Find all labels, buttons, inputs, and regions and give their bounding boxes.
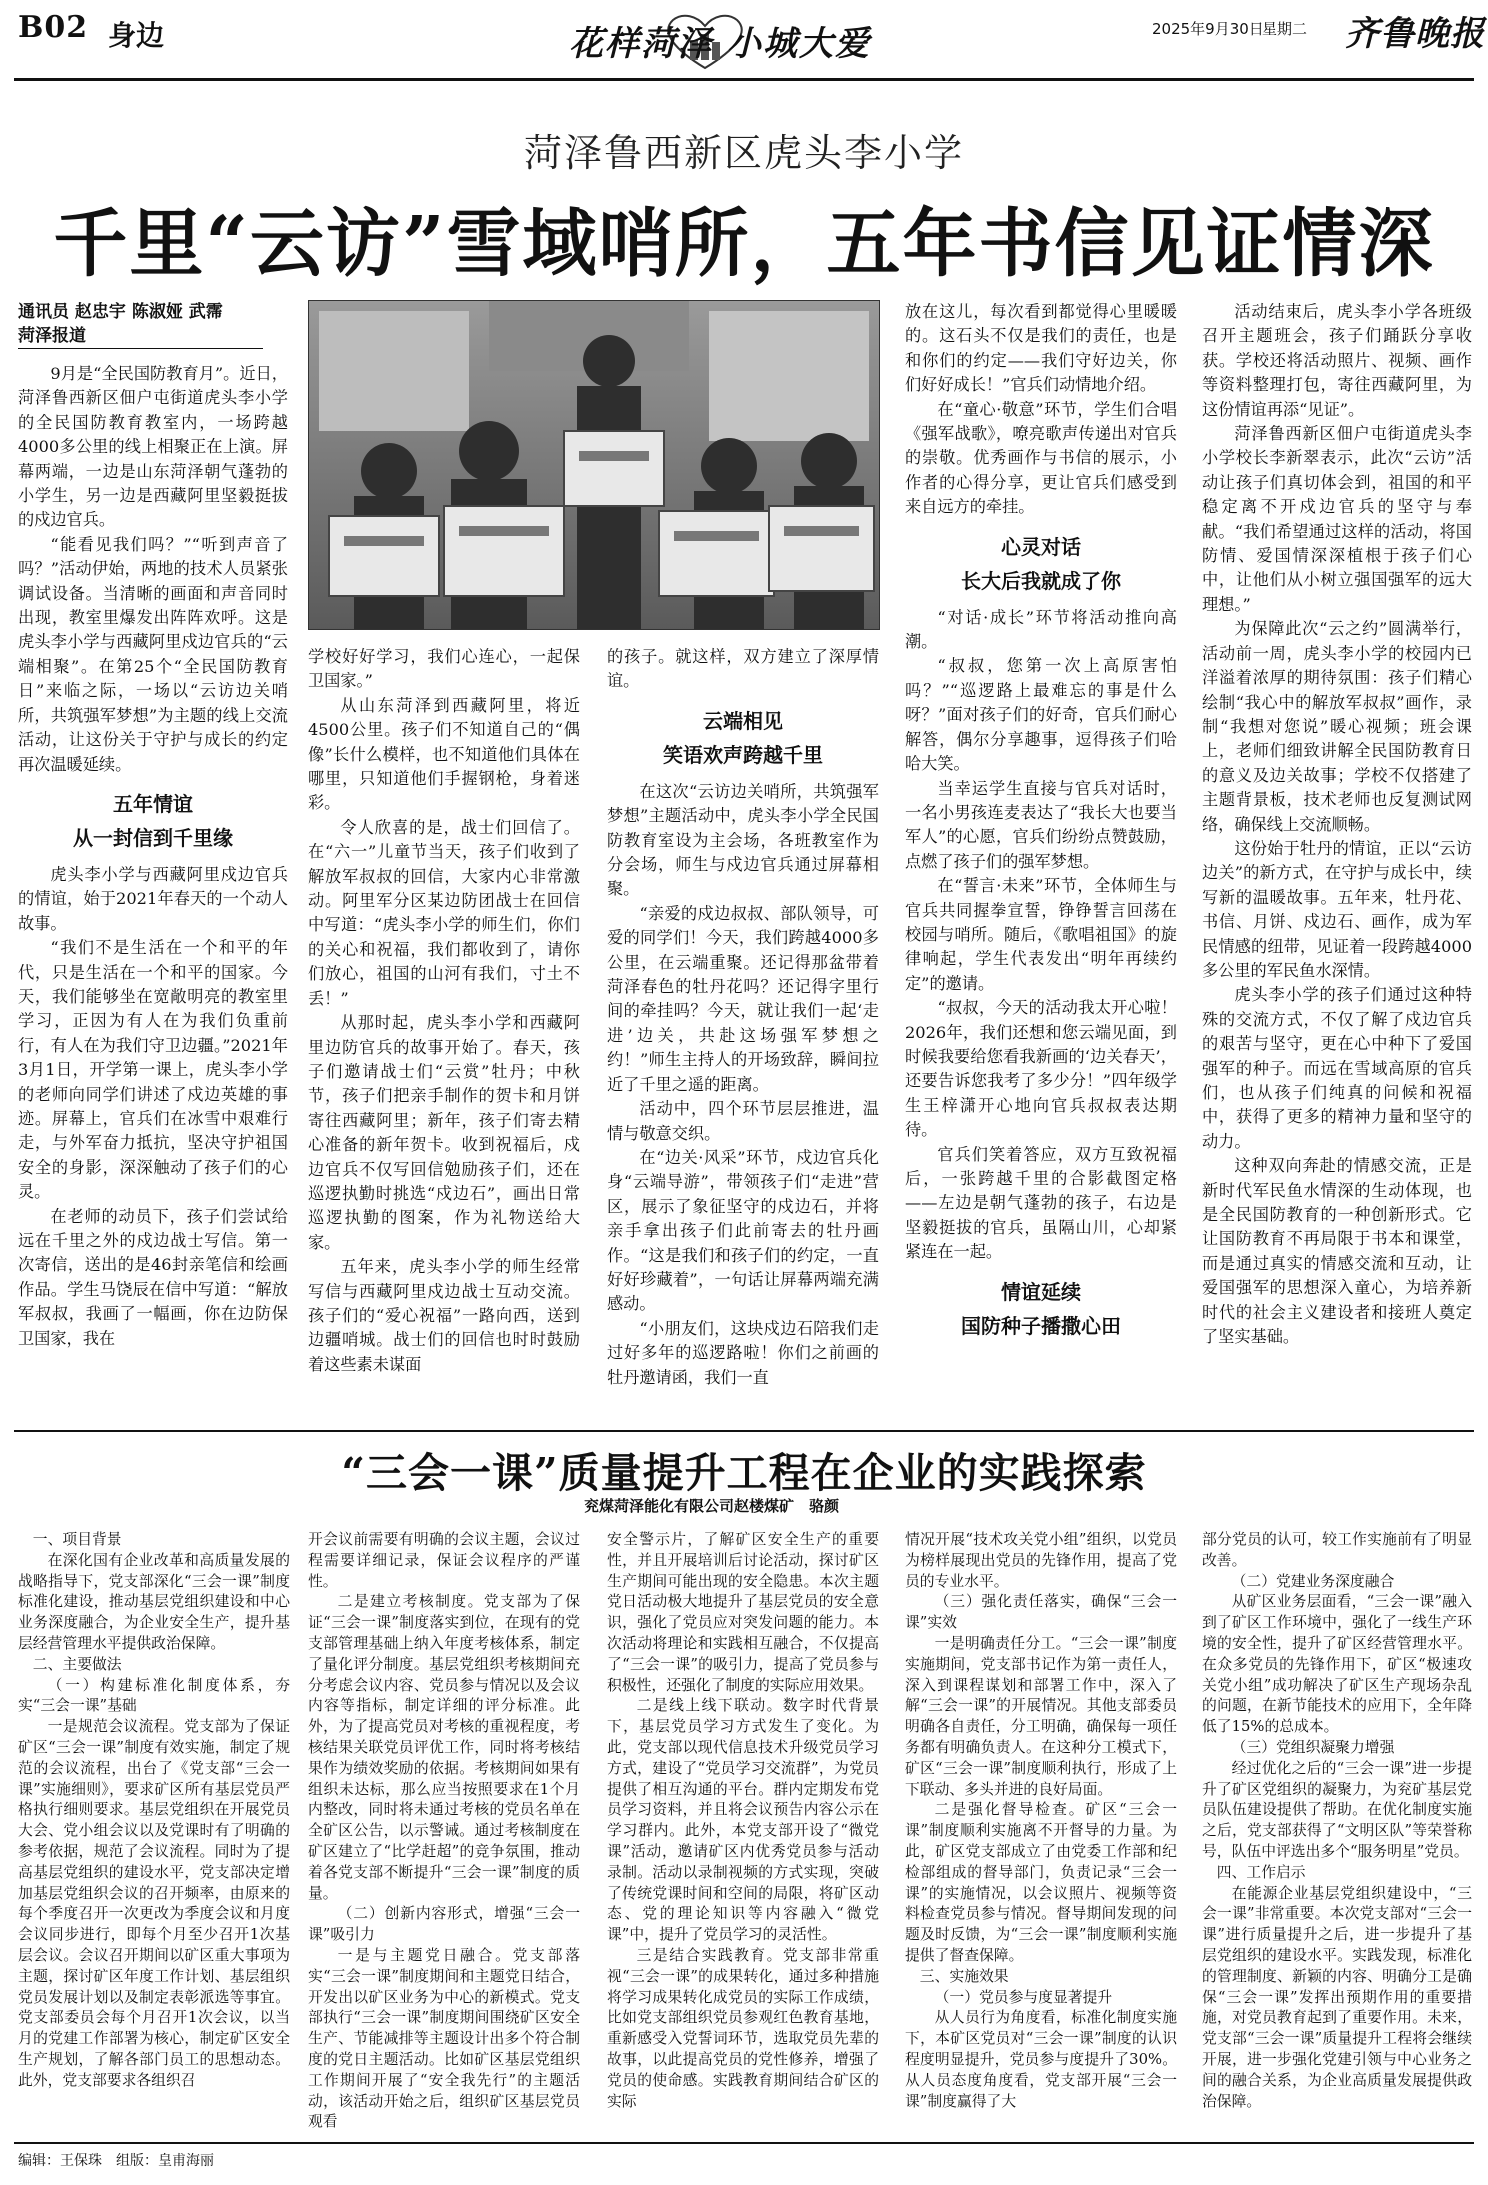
article-kicker: 菏泽鲁西新区虎头李小学: [523, 131, 964, 175]
paragraph: 情况开展“技术攻关党小组”组织，以党员为榜样展现出党员的先锋作用，提高了党员的专业水平。: [905, 1531, 1177, 1590]
subsection-title: （三）党组织凝聚力增强: [1231, 1738, 1395, 1756]
subheading-line2: 从一封信到千里缘: [73, 825, 233, 850]
paragraph: 这份始于牡丹的情谊，正以“云访边关”的新方式，在守护与成长中，续写新的温暖故事。五年来，牡丹花、书信、月饼、戍边石、画作，成为军民情感的纽带，见证着一段跨越4000多公里的军民鱼水深情。: [1202, 838, 1472, 980]
paragraph: 从那时起，虎头李小学和西藏阿里边防官兵的故事开始了。春天，孩子们邀请战士们“云赏”牡丹；中秋节，孩子们把亲手制作的贺卡和月饼寄往西藏阿里；新年，孩子们寄去精心准备的新年贺卡。收到祝福后，戍边官兵不仅写回信勉励孩子们，还在巡逻执勤时挑选“戍边石”，画出日常巡逻执勤的图案，作为礼物送给大家。: [308, 1013, 580, 1252]
article2-headline: “三会一课”质量提升工程在企业的实践探索: [341, 1449, 1147, 1497]
byline: [18, 300, 268, 349]
issue-weekday: 星期二: [1262, 20, 1308, 38]
paragraph: 在“童心·敬意”环节，学生们合唱《强军战歌》，嘹亮歌声传递出对官兵的崇敬。优秀画作与书信的展示，小作者的心得分享，更让官兵们感受到来自远方的牵挂。: [905, 399, 1177, 517]
article1-column-2: [308, 645, 580, 1377]
newspaper-name: 齐鲁晚报: [1345, 14, 1485, 54]
paragraph: 菏泽鲁西新区佃户屯街道虎头李小学校长李新翠表示，此次“云访”活动让孩子们真切体会到，祖国的和平稳定离不开戍边官兵的坚守与奉献。“我们希望通过这样的活动，将国防情、爱国情深深植根于孩子们心中，让他们从小树立强国强军的远大理想。”: [1202, 424, 1472, 614]
article1-column-1: [18, 362, 288, 1351]
article2-author: 兖煤菏泽能化有限公司赵楼煤矿 骆颜: [584, 1497, 840, 1515]
section-title: 三、实施效果: [919, 1967, 1009, 1985]
subsection-title: （一）党员参与度显著提升: [934, 1988, 1113, 2006]
subheading-line2: 国防种子播撒心田: [961, 1313, 1121, 1338]
subheading: [905, 1275, 1177, 1343]
subheading-line1: 心灵对话: [1001, 534, 1081, 559]
paragraph: 活动中，四个环节层层推进，温情与敬意交织。: [607, 1099, 879, 1143]
section-title: 四、工作启示: [1216, 1863, 1306, 1881]
paragraph: 从人员行为角度看，标准化制度实施下，本矿区党员对“三会一课”制度的认识程度明显提升，党员参与度提升了30%。从人员态度角度看，党支部开展“三会一课”制度赢得了大: [905, 2009, 1177, 2110]
paragraph: “叔叔，您第一次上高原害怕吗？”“巡逻路上最难忘的事是什么呀？”面对孩子们的好奇，官兵们耐心解答，偶尔分享趣事，逗得孩子们哈哈大笑。: [905, 656, 1177, 774]
page-number: B02: [18, 10, 89, 45]
header-rule: [14, 78, 1474, 81]
subsection-title: （二）创新内容形式，增强“三会一课”吸引力: [308, 1905, 580, 1944]
subheading-line1: 五年情谊: [113, 791, 193, 816]
byline-location: 菏泽报道: [18, 324, 263, 349]
paragraph: 学校好好学习，我们心连心，一起保卫国家。”: [308, 647, 580, 691]
paragraph: 二是线上线下联动。数字时代背景下，基层党员学习方式发生了变化。为此，党支部以现代信息技术升级党员学习方式，建设了“党员学习交流群”，为党员提供了相互沟通的平台。群内定期发布党员学习资料，并且将会议预告内容公示在学习群内。此外，本党支部开设了“微党课”活动，邀请矿区内优秀党员参与活动录制。活动以录制视频的方式实现，突破了传统党课时间和空间的局限，将矿区动态、党的理论知识等内容融入“微党课”中，提升了党员学习的灵活性。: [607, 1697, 879, 1944]
column-logo: [555, 10, 885, 72]
section-title: 二、主要做法: [32, 1655, 122, 1673]
paragraph: 在“誓言·未来”环节，全体师生与官兵共同握拳宣誓，铮铮誓言回荡在校园与哨所。随后，《歌唱祖国》的旋律响起，学生代表发出“明年再续约定”的邀请。: [905, 876, 1177, 993]
editor-credits: 编辑：王保珠 组版：皇甫海丽: [18, 2153, 214, 2169]
paragraph: “能看见我们吗？”“听到声音了吗？”活动伊始，两地的技术人员紧张调试设备。当清晰的画面和声音同时出现，教室里爆发出阵阵欢呼。这是虎头李小学与西藏阿里戍边官兵的“云端相聚”。在第25个“全民国防教育日”来临之际，一场以“云访边关哨所，共筑强军梦想”为主题的线上交流活动，让这份关于守护与成长的约定再次温暖延续。: [18, 534, 288, 774]
paragraph: 当幸运学生直接与官兵对话时，一名小男孩连麦表达了“我长大也要当军人”的心愿，官兵们纷纷点赞鼓励，点燃了孩子们的强军梦想。: [905, 778, 1177, 871]
paragraph: 从山东菏泽到西藏阿里，将近4500公里。孩子们不知道自己的“偶像”长什么模样，也不知道他们具体在哪里，只知道他们手握钢枪，身着迷彩。: [308, 695, 580, 813]
article1-column-4: [905, 300, 1177, 1351]
article-photo: [308, 300, 880, 630]
paragraph: “小朋友们，这块戍边石陪我们走过好多年的巡逻路啦！你们之前画的牡丹邀请函，我们一直: [607, 1318, 879, 1387]
paragraph: 在这次“云访边关哨所，共筑强军梦想”主题活动中，虎头李小学全民国防教育室设为主会场，各班教室作为分会场，师生与戍边官兵通过屏幕相聚。: [607, 781, 879, 899]
section-title: 一、项目背景: [32, 1531, 122, 1548]
paragraph: 一是规范会议流程。党支部为了保证矿区“三会一课”制度有效实施，制定了规范的会议流程，出台了《党支部“三会一课”实施细则》，要求矿区所有基层党员严格执行细则要求。基层党组织在开展党员大会、党小组会议以及党课时有了明确的参考依据，规范了会议流程。同时为了提高基层党组织的建设水平，党支部决定增加基层党组织会议的召开频率，由原来的每个季度召开一次更改为季度会议和月度会议同步进行，即每个月至少召开1次基层会议。会议召开期间以矿区重大事项为主题，探讨矿区年度工作计划、基层组织党员发展计划以及制定表彰派选等事宜。党支部委员会每个月召开1次会议，以当月的党建工作部署为核心，制定矿区安全生产规划，了解各部门员工的思想动态。此外，党支部要求各组织召: [18, 1718, 290, 2089]
paragraph: 一是与主题党日融合。党支部落实“三会一课”制度期间和主题党日结合，开发出以矿区业务为中心的新模式。党支部执行“三会一课”制度期间围绕矿区安全生产、节能减排等主题设计出多个符合制度的党日主题活动。比如矿区基层党组织工作期间开展了“安全我先行”的主题活动，该活动开始之后，组织矿区基层党员观看: [308, 1946, 580, 2131]
subheading-line2: 长大后我就成了你: [961, 568, 1121, 593]
paragraph: 这种双向奔赴的情感交流，正是新时代军民鱼水情深的生动体现，也是全民国防教育的一种创新形式。它让国防教育不再局限于书本和课堂，而是通过真实的情感交流和互动，让爱国强军的思想深入童心，为培养新时代的社会主义建设者和接班人奠定了坚实基础。: [1202, 1156, 1472, 1347]
paragraph: 活动结束后，虎头李小学各班级召开主题班会，孩子们踊跃分享收获。学校还将活动照片、视频、画作等资料整理打包，寄往西藏阿里，为这份情谊再添“见证”。: [1202, 302, 1472, 419]
paragraph: 经过优化之后的“三会一课”进一步提升了矿区党组织的凝聚力，为兖矿基层党员队伍建设提供了帮助。在优化制度实施之后，党支部获得了“文明区队”等荣誉称号，队伍中评选出多个“服务明星”党员。: [1202, 1759, 1472, 1860]
subheading-line2: 笑语欢声跨越千里: [663, 742, 823, 767]
paragraph: 在深化国有企业改革和高质量发展的战略指导下，党支部深化“三会一课”制度标准化建设，推动基层党组织建设和中心业务深度融合，为企业安全生产，提升基层经营管理水平提供政治保障。: [18, 1551, 290, 1652]
article2-column-3: [607, 1530, 879, 2112]
paragraph: 的孩子。就这样，双方建立了深厚情谊。: [607, 647, 879, 691]
subheading-line1: 云端相见: [703, 708, 783, 733]
paragraph: 9月是“全民国防教育月”。近日，菏泽鲁西新区佃户屯街道虎头李小学的全民国防教育教室内，一场跨越4000多公里的线上相聚正在上演。屏幕两端，一边是山东菏泽朝气蓬勃的小学生，另一边是西藏阿里坚毅挺拔的戍边官兵。: [18, 364, 288, 530]
paragraph: 在老师的动员下，孩子们尝试给远在千里之外的戍边战士写信。第一次寄信，送出的是46封亲笔信和绘画作品。学生马饶辰在信中写道：“解放军叔叔，我画了一幅画，你在边防保卫国家，我在: [18, 1206, 288, 1348]
paragraph: “叔叔，今天的活动我太开心啦！2026年，我们还想和您云端见面，到时候我要给您看我新画的‘边关春天’，还要告诉您我考了多少分！”四年级学生王梓潇开心地向官兵叔叔表达期待。: [905, 998, 1177, 1140]
paragraph: 二是建立考核制度。党支部为了保证“三会一课”制度落实到位，在现有的党支部管理基础上纳入年度考核体系，制定了量化评分制度。基层党组织考核期间充分考虑会议内容、党员参与情况以及会议内容等指标，制定详细的评分标准。此外，为了提高党员对考核的重视程度，考核结果关联党员评优工作，同时将考核结果作为绩效奖励的依据。考核期间如果有组织未达标，那么应当按照要求在1个月内整改，同时将未通过考核的党员名单在全矿区公告，以示警诫。通过考核制度在矿区建立了“比学赶超”的竞争氛围，推动着各党支部不断提升“三会一课”制度的质量。: [308, 1593, 580, 1902]
section-name: 身边: [108, 19, 165, 52]
subheading: [607, 704, 879, 772]
subheading: [905, 530, 1177, 598]
paragraph: 官兵们笑着答应，双方互致祝福后，一张跨越千里的合影截图定格——左边是朝气蓬勃的孩子，右边是坚毅挺拔的官兵，虽隔山川，心却紧紧连在一起。: [905, 1144, 1177, 1262]
paragraph: 在“边关·风采”环节，戍边官兵化身“云端导游”，带领孩子们“走进”营区，展示了象征坚守的戍边石，并将亲手拿出孩子们此前寄去的牡丹画作。“这是我们和孩子们的约定，一直好好珍藏着”，一句话让屏幕两端充满感动。: [607, 1147, 879, 1314]
article2-column-1: [18, 1530, 290, 2092]
article1-column-3: [607, 645, 879, 1390]
article2-column-5: [1202, 1530, 1472, 2112]
article-headline: 千里“云访”雪域哨所，五年书信见证情深: [53, 201, 1435, 287]
footer-rule: [14, 2142, 1474, 2144]
paragraph: 五年来，虎头李小学的师生经常写信与西藏阿里戍边战士互动交流。孩子们的“爱心祝福”一路向西，送到边疆哨城。战士们的回信也时时鼓励着这些素未谋面: [308, 1257, 580, 1374]
paragraph: 为保障此次“云之约”圆满举行，活动前一周，虎头李小学的校园内已洋溢着浓厚的期待氛围：孩子们精心绘制“我心中的解放军叔叔”画作，录制“我想对您说”暖心视频；班会课上，老师们细致讲解全民国防教育日的意义及边关故事；学校不仅搭建了主题背景板，技术老师也反复测试网络，确保线上交流顺畅。: [1202, 619, 1472, 834]
subsection-title: （一）构建标准化制度体系，夯实“三会一课”基础: [18, 1676, 290, 1715]
paragraph: “对话·成长”环节将活动推向高潮。: [905, 607, 1177, 652]
paragraph: 从矿区业务层面看，“三会一课”融入到了矿区工作环境中，强化了一线生产环境的安全性，提升了矿区经营管理水平。在众多党员的先锋作用下，矿区“极速攻关党小组”成功解决了矿区生产现场杂乱的问题，在新节能技术的应用下，全年降低了15%的总成本。: [1202, 1593, 1472, 1736]
paragraph: 虎头李小学的孩子们通过这种特殊的交流方式，不仅了解了戍边官兵的艰苦与坚守，更在心中种下了爱国强军的种子。而远在雪域高原的官兵们，也从孩子们纯真的问候和祝福中，获得了更多的精神力量和坚守的动力。: [1202, 985, 1472, 1151]
article1-column-5: [1202, 300, 1472, 1349]
subheading-line1: 情谊延续: [1001, 1279, 1081, 1304]
section-divider: [14, 1430, 1474, 1432]
issue-date: 2025年9月30日: [1152, 20, 1264, 38]
article2-column-4: [905, 1530, 1177, 2112]
paragraph: 开会议前需要有明确的会议主题，会议过程需要详细记录，保证会议程序的严谨性。: [308, 1531, 580, 1590]
paragraph: 一是明确责任分工。“三会一课”制度实施期间，党支部书记作为第一责任人，深入到课程谋划和部署工作中，深入了解“三会一课”的开展情况。其他支部委员明确各自责任，分工明确，确保每一项任务都有明确负责人。在这种分工模式下，矿区“三会一课”制度顺利执行，形成了上下联动、多头并进的良好局面。: [905, 1634, 1177, 1798]
byline-authors: 通讯员 赵忠宇 陈淑娅 武霈: [18, 302, 223, 322]
paragraph: 放在这儿，每次看到都觉得心里暖暖的。这石头不仅是我们的责任，也是和你们的约定——我们守好边关，你们好好成长！”官兵们动情地介绍。: [905, 302, 1177, 395]
paragraph: 令人欣喜的是，战士们回信了。在“六一”儿童节当天，孩子们收到了解放军叔叔的回信，大家内心非常激动。阿里军分区某边防团战士在回信中写道：“虎头李小学的师生们，你们的关心和祝福，我们都收到了，请你们放心，祖国的山河有我们，寸土不丢！”: [308, 817, 580, 1008]
paragraph: 安全警示片，了解矿区安全生产的重要性，并且开展培训后讨论活动，探讨矿区生产期间可能出现的安全隐患。本次主题党日活动极大地提升了基层党员的安全意识，强化了党员应对突发问题的能力。本次活动将理论和实践相互融合，不仅提高了“三会一课”的吸引力，提高了党员参与积极性，还强化了制度的实际应用效果。: [607, 1531, 879, 1694]
article2-column-2: [308, 1530, 580, 2133]
subsection-title: （三）强化责任落实，确保“三会一课”实效: [905, 1593, 1177, 1632]
paragraph: “亲爱的戍边叔叔、部队领导，可爱的同学们！今天，我们跨越4000多公里，在云端重聚。还记得那盆带着菏泽春色的牡丹花吗？还记得字里行间的牵挂吗？今天，就让我们一起‘走进’边关，共赴这场强军梦想之约！”师生主持人的开场致辞，瞬间拉近了千里之遥的距离。: [607, 903, 879, 1094]
students-with-drawings-photo: [309, 301, 880, 630]
paragraph: 二是强化督导检查。矿区“三会一课”制度顺利实施离不开督导的力量。为此，矿区党支部成立了由党委工作部和纪检部组成的督导部门，负责记录“三会一课”的实施情况，以会议照片、视频等资料检查党员参与情况。督导期间发现的问题及时反馈，为“三会一课”制度顺利实施提供了督查保障。: [905, 1801, 1177, 1964]
paragraph: “我们不是生活在一个和平的年代，只是生活在一个和平的国家。今天，我们能够坐在宽敞明亮的教室里学习，正因为有人在为我们负重前行，有人在为我们守卫边疆。”2021年3月1日，开学第一课上，虎头李小学的老师向同学们讲述了戍边英雄的事迹。屏幕上，官兵们在冰雪中艰难行走，与外军奋力抵抗，坚决守护祖国安全的身影，深深触动了孩子们的心灵。: [18, 938, 288, 1202]
paragraph: 三是结合实践教育。党支部非常重视“三会一课”的成果转化，通过多种措施将学习成果转化成党员的实际工作成绩，比如党支部组织党员参观红色教育基地，重新感受入党誓词环节，选取党员先辈的故事，以此提高党员的党性修养，增强了党员的使命感。实践教育期间结合矿区的实际: [607, 1946, 879, 2110]
paragraph: 虎头李小学与西藏阿里戍边官兵的情谊，始于2021年春天的一个动人故事。: [18, 864, 288, 933]
subsection-title: （二）党建业务深度融合: [1231, 1572, 1395, 1590]
paragraph: 在能源企业基层党组织建设中，“三会一课”非常重要。本次党支部对“三会一课”进行质量提升之后，进一步提升了基层党组织的建设水平。实践发现，标准化的管理制度、新颖的内容、明确分工是确保“三会一课”发挥出预期作用的重要措施，对党员教育起到了重要作用。未来，党支部“三会一课”质量提升工程将会继续开展，进一步强化党建引领与中心业务之间的融合关系，为企业高质量发展提供政治保障。: [1202, 1884, 1472, 2110]
column-logo-text: 花样菏泽 小城大爱: [569, 24, 871, 64]
paragraph: 部分党员的认可，较工作实施前有了明显改善。: [1202, 1531, 1472, 1569]
subheading: [18, 787, 288, 855]
